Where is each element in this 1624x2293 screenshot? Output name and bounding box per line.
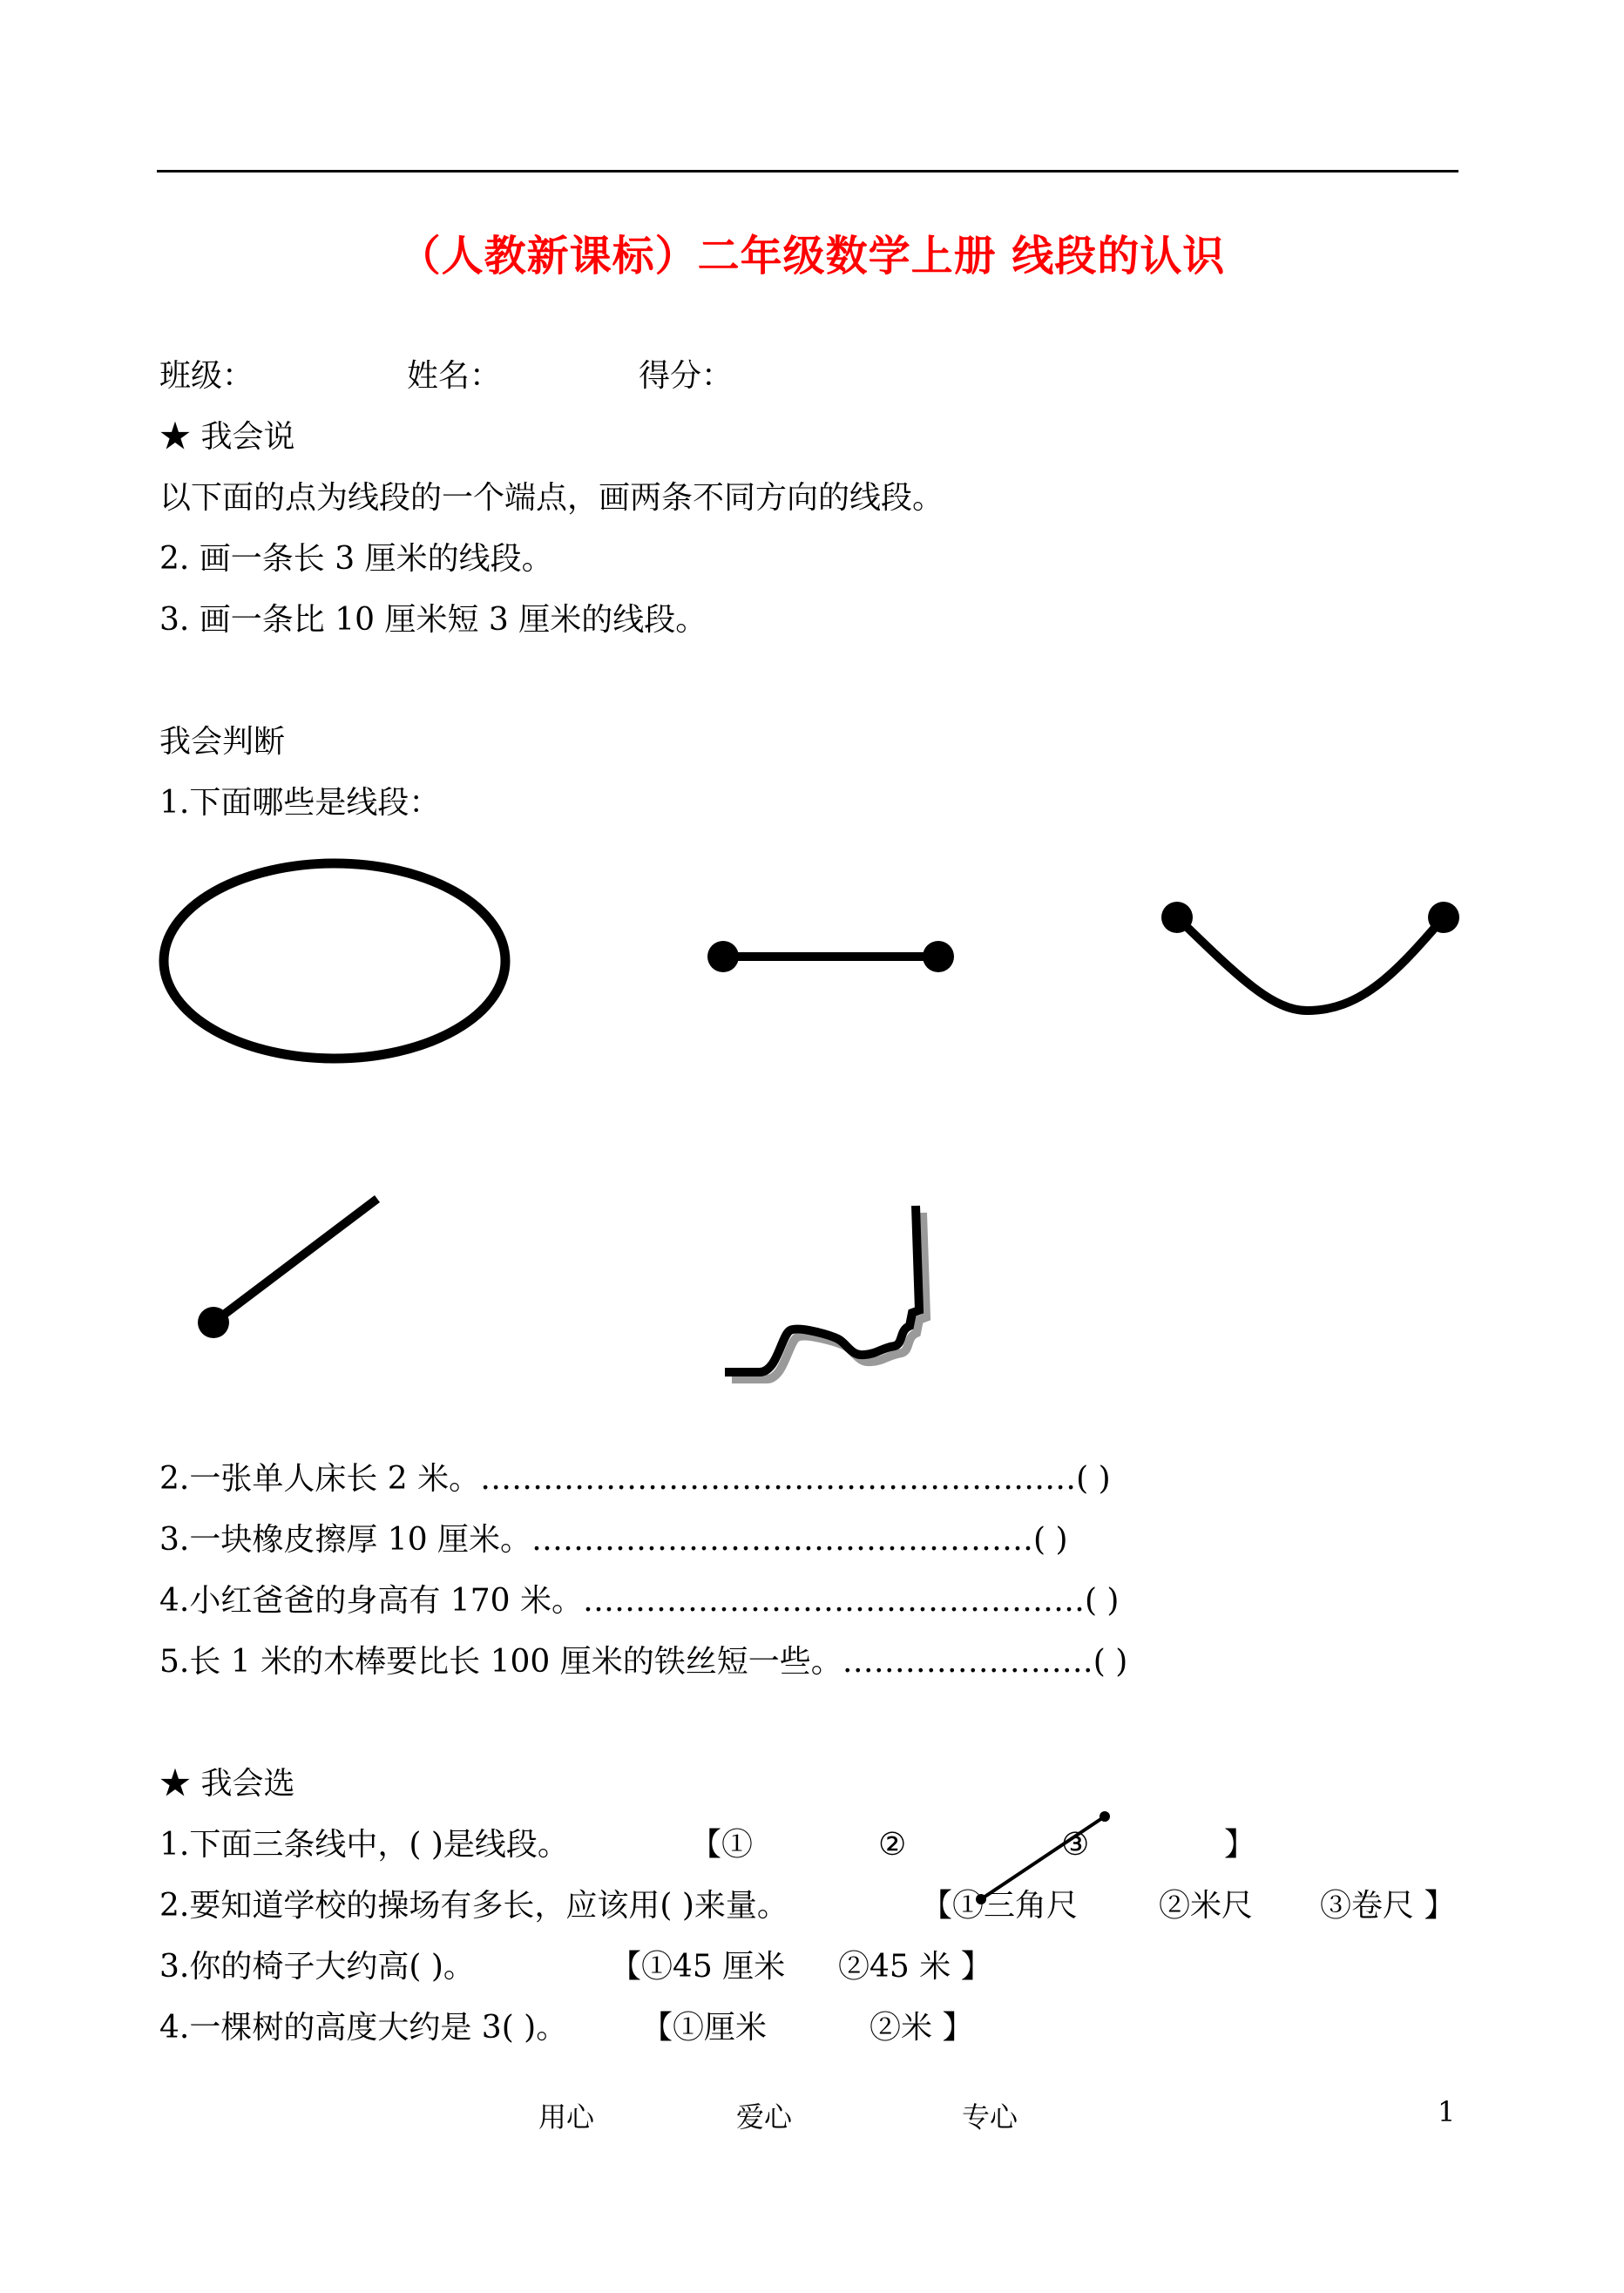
section1-line-1: 以下面的点为线段的一个端点，画两条不同方向的线段。 [159,480,944,516]
ray-endpoint [198,1307,229,1338]
section1-line-3: 3. 画一条比 10 厘米短 3 厘米的线段。 [159,602,707,638]
judge-item-4: 4.小红爸爸的身高有 170 米。…………………………………………( ) [159,1583,1120,1619]
choice-q4-option1: 【①厘米 [641,2010,768,2046]
section3-heading: ★ 我会选 [159,1766,295,1802]
footer-word-2: 爱心 [736,2100,793,2134]
ellipse-figure [164,863,505,1059]
page-title: （人教新课标）二年级数学上册 线段的认识 [398,232,1226,281]
choice-q4-stem: 4.一棵树的高度大约是 3( )。 [159,2010,568,2046]
choice-q4-option2: ②米 】 [870,2010,974,2046]
choice-q2-option2: ②米尺 [1159,1888,1254,1924]
choice-q2-stem: 2.要知道学校的操场有多长，应该用( )来量。 [159,1888,788,1924]
irregular-line-shadow [732,1213,926,1379]
segment-endpoint-right [923,941,954,972]
footer-word-1: 用心 [538,2100,595,2134]
section2-question-1: 1.下面哪些是线段： [159,785,441,821]
footer-word-3: 专心 [962,2100,1018,2134]
page-number: 1 [1438,2095,1456,2128]
choice-q1-option3: ③ [1061,1827,1090,1863]
judge-item-5: 5.长 1 米的木棒要比长 100 厘米的铁丝短一些。……………………( ) [159,1644,1128,1680]
choice-q1-bracket-close: 】 [1224,1827,1256,1863]
choice-line-endpoint-top [1100,1811,1110,1822]
score-label: 得分： [639,358,734,394]
judge-item-3: 3.一块橡皮擦厚 10 厘米。…………………………………………( ) [159,1522,1068,1558]
class-label: 班级： [159,358,254,394]
section2-heading: 我会判断 [159,724,286,760]
section1-line-2: 2. 画一条长 3 厘米的线段。 [159,541,553,577]
choice-q2-option1: 【①三角尺 [921,1888,1079,1924]
ray-figure [213,1199,377,1322]
section1-heading: ★ 我会说 [159,419,295,455]
choice-q3-option2: ②45 米 】 [838,1949,992,1985]
choice-q3-option1: 【①45 厘米 [610,1949,786,1985]
curve-endpoint-right [1428,902,1459,933]
choice-q1-option2: ② [878,1827,907,1863]
curve-figure [1177,917,1444,1011]
judge-item-2: 2.一张单人床长 2 米。…………………………………………………( ) [159,1461,1111,1497]
choice-q1-option1: 【① [690,1827,754,1863]
choice-q1-stem: 1.下面三条线中，( )是线段。 [159,1827,569,1863]
irregular-line-figure [725,1206,919,1372]
segment-endpoint-left [707,941,739,972]
name-label: 姓名： [407,358,502,394]
choice-q3-stem: 3.你的椅子大约高( )。 [159,1949,475,1985]
curve-endpoint-left [1161,902,1193,933]
choice-q2-option3: ③卷尺 】 [1320,1888,1456,1924]
